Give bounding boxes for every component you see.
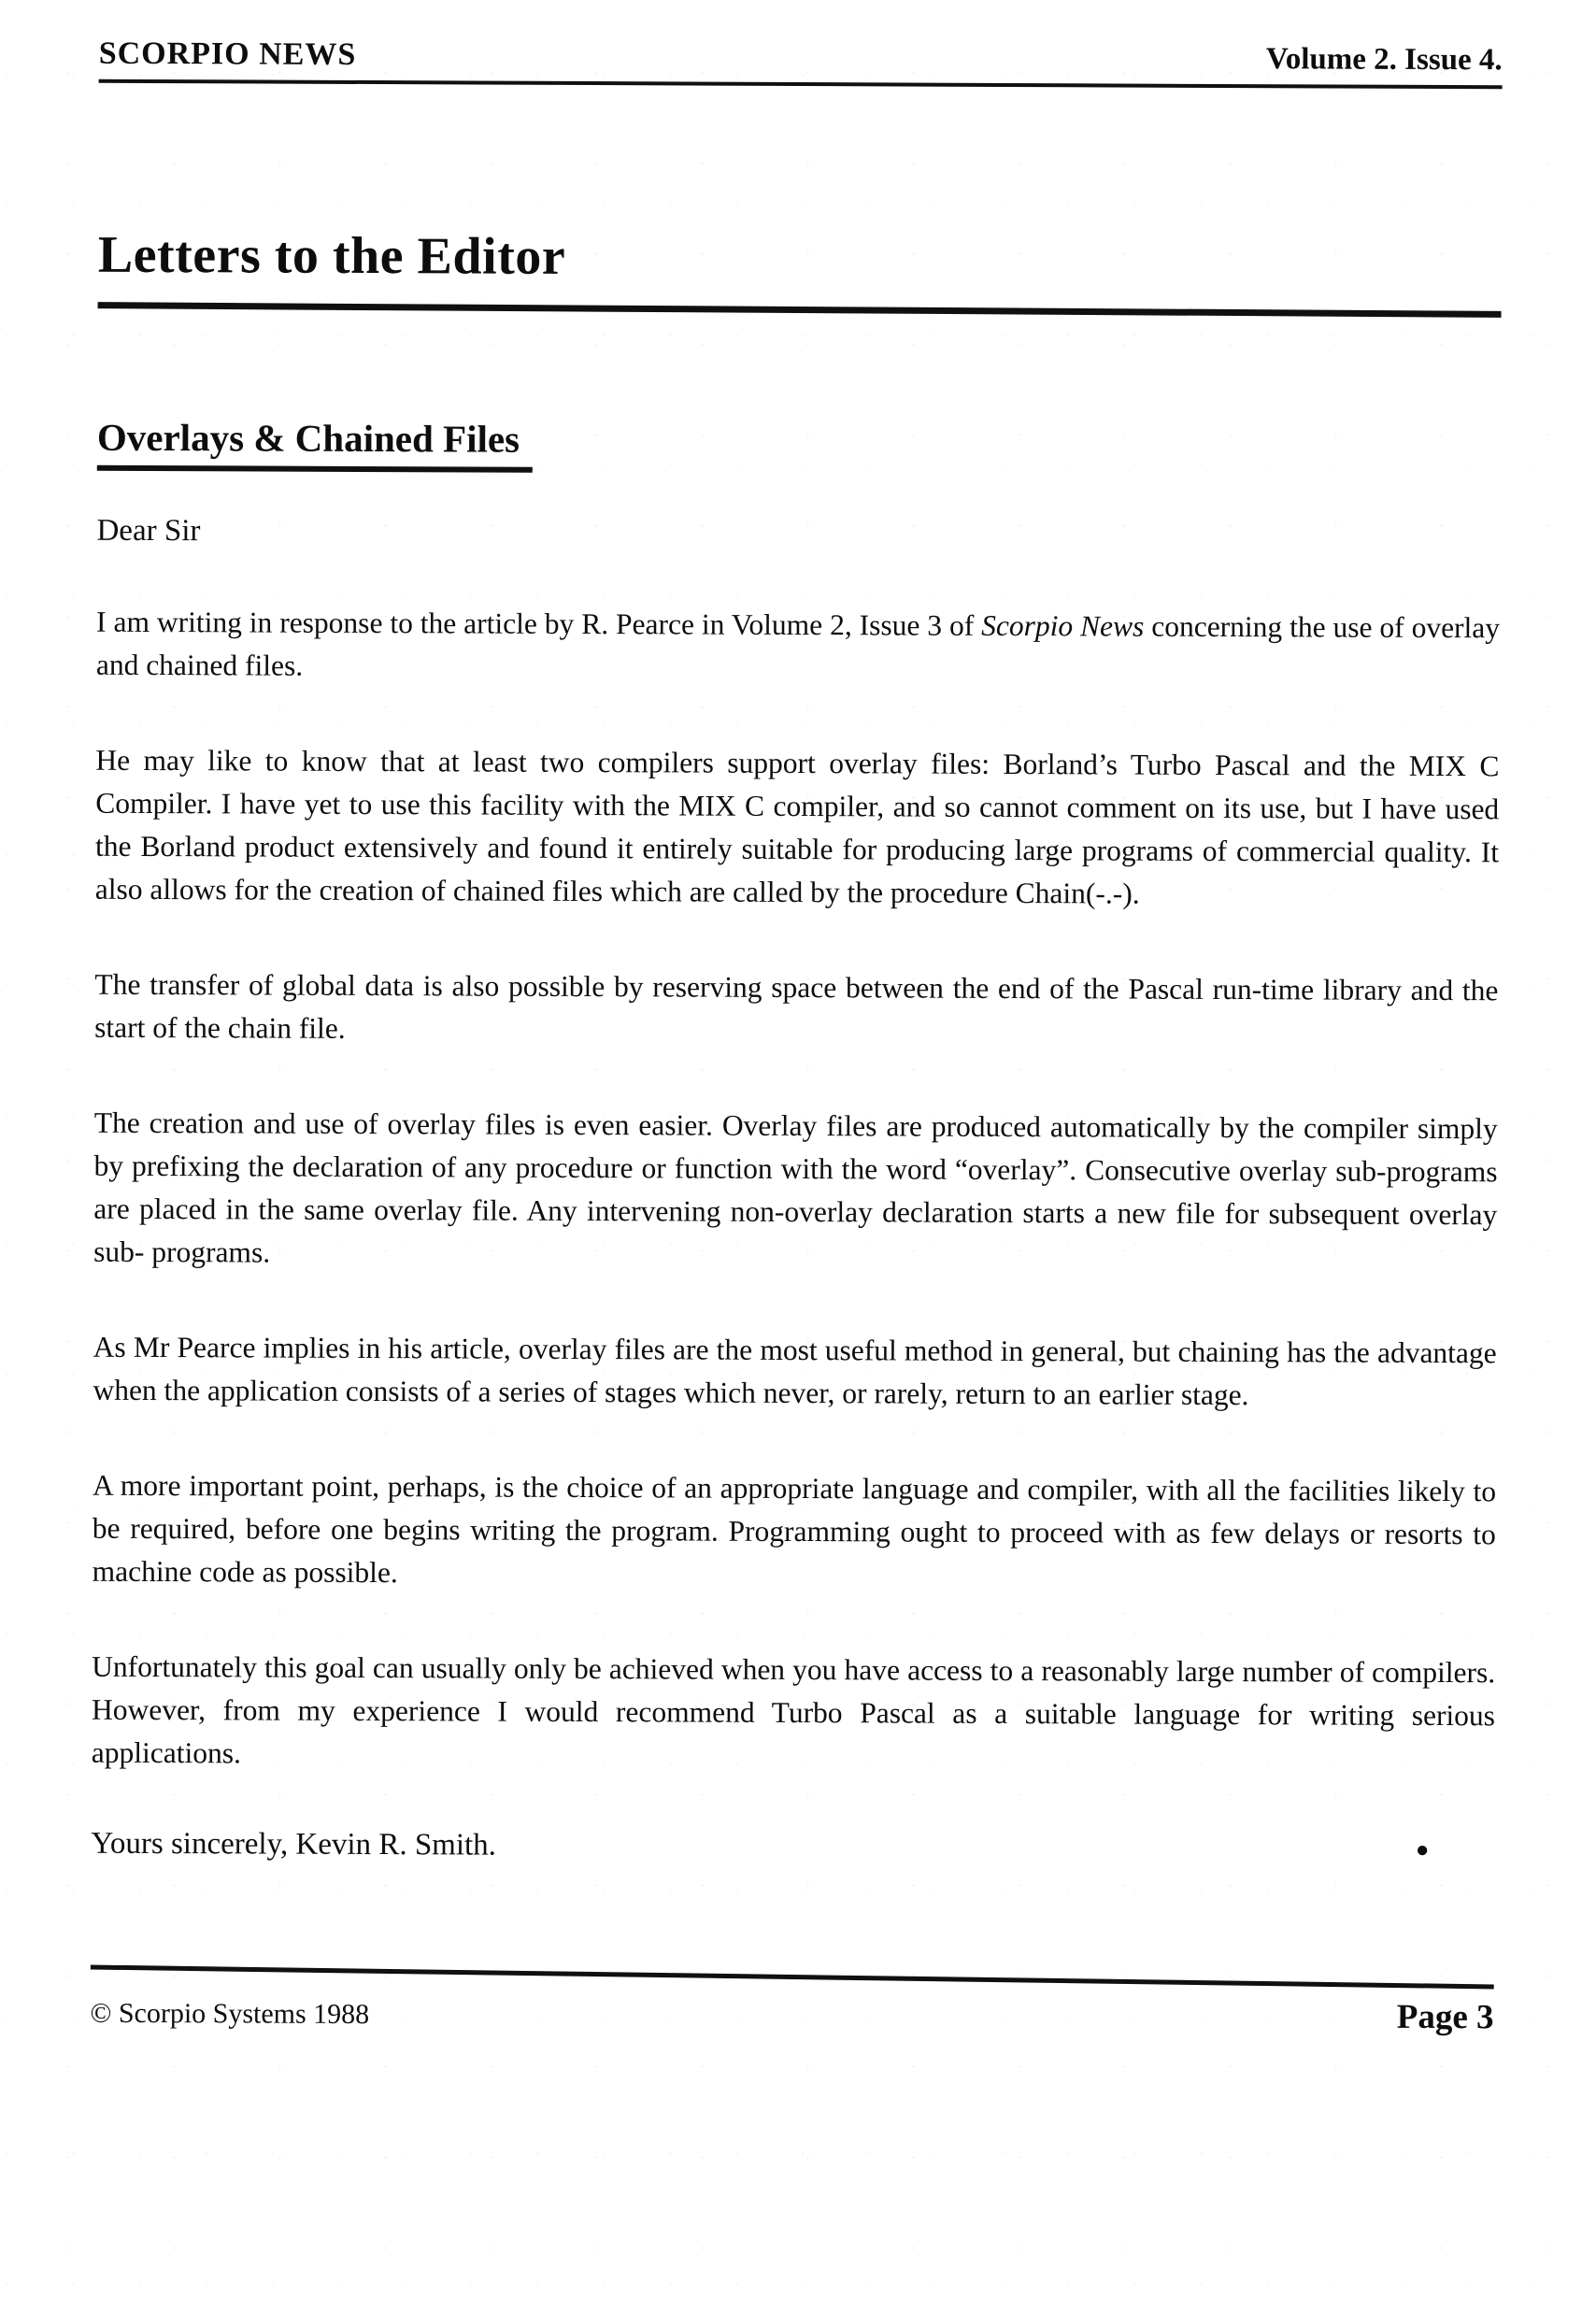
paragraph-1-before: I am writing in response to the article by R. Pearce in Volume 2, Issue 3 of [96,605,982,642]
paragraph-1-after: concerning the use of overlay and chained files. [95,609,1501,682]
signature-row [91,1827,1494,1868]
paragraph-3: The transfer of global data is also possible by reserving space between the end of the Pascal run-time library and the start of the chain file. [94,967,1499,1045]
paragraph-4: The creation and use of overlay files is even easier. Overlay files are produced automatically by the compiler simply by prefixing the declaration of any procedure or function with the word “overlay”. Consecutive overlay sub-programs are placed in the same overlay file. Any intervening non-overlay declaration starts a new file for subsequent overlay sub- programs. [93,1106,1498,1269]
paragraph-1 [96,601,1500,693]
issue-label: Volume 2. Issue 4. [1265,42,1503,78]
letter-title: Overlays & Chained Files [97,415,533,473]
signature: Yours sincerely, Kevin R. Smith. [91,1826,497,1862]
running-header [99,36,1503,90]
salutation: Dear Sir [96,513,201,549]
paragraph-2: He may like to know that at least two compilers support overlay files: Borland’s Turbo Pascal and the MIX C Compiler. I have yet to use this facility with the MIX C compiler, and so cannot comment on its use, but I have used the Borland product extensively and found it entirely suitable for producing large programs of commercial quality. It also allows for the creation of chained files which are called by the procedure Chain(-.-). [94,743,1500,910]
paragraph-1-italic-title: Scorpio News [981,608,1145,643]
copyright-notice: © Scorpio Systems 1988 [90,1997,370,2031]
letter [91,310,1501,1868]
page-footer [91,1972,1494,2038]
paragraph-6: A more important point, perhaps, is the choice of an appropriate language and compiler, with all the facilities likely to be required, before one begins writing the program. Programming ought to proceed with as few delays or resorts to machine code as possible. [92,1468,1497,1590]
end-of-letter-bullet: ● [1415,1837,1430,1862]
section-title: Letters to the Editor [97,225,566,286]
paragraph-5: As Mr Pearce implies in his article, overlay files are the most useful method in general, but chaining has the advantage when the application consists of a series of stages which never, or rarely, return to an earlier stage. [93,1330,1497,1412]
letter-body [92,601,1500,1781]
masthead-title: SCORPIO NEWS [98,36,357,72]
page-number: Page 3 [1396,1997,1494,2037]
paragraph-7: Unfortunately this goal can usually only be achieved when you have access to a reasonably large number of compilers. However, from my experience I would recommend Turbo Pascal as a suitable language for writing serious applications. [91,1649,1496,1770]
